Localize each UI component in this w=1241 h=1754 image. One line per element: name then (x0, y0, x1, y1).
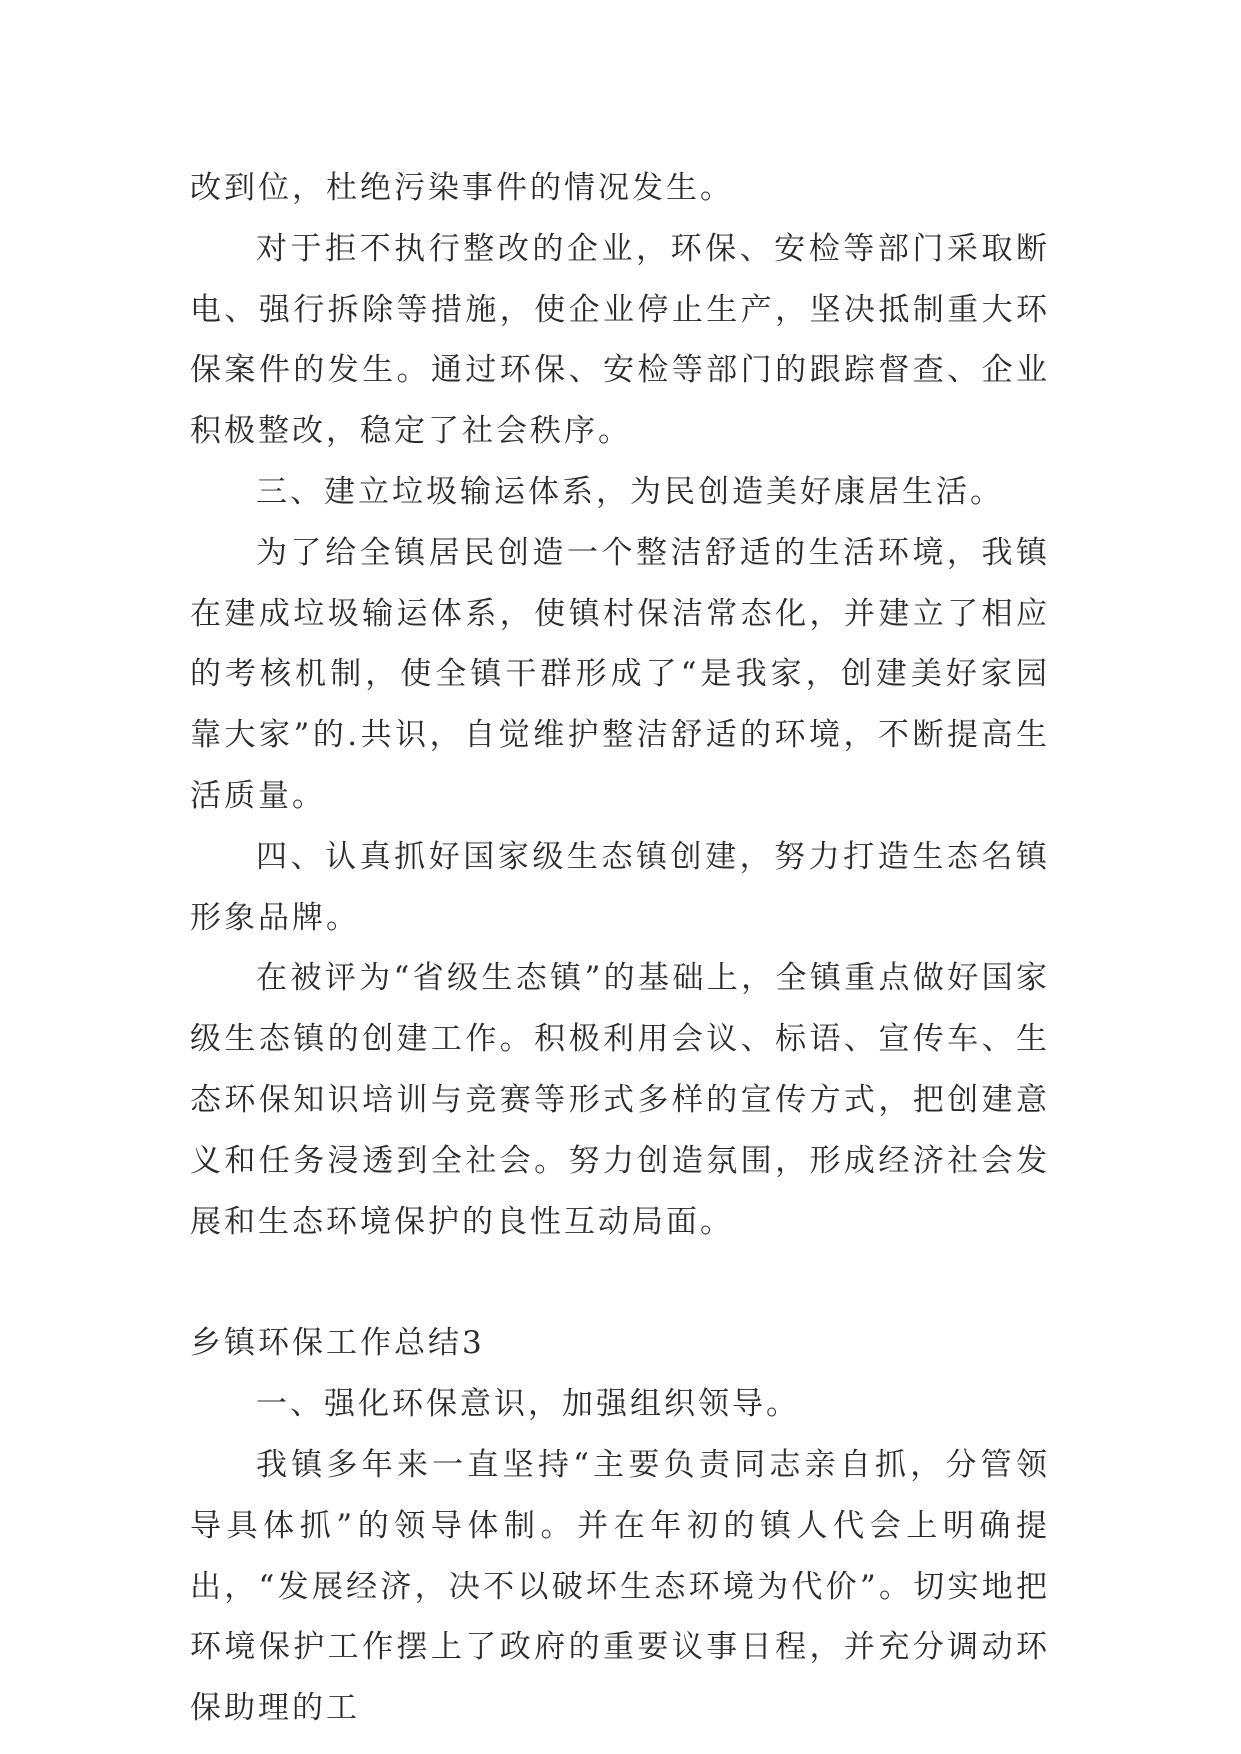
section-heading: 一、强化环保意识，加强组织领导。 (256, 1386, 800, 1423)
document-body (190, 158, 1050, 1739)
paragraph: 为了给全镇居民创造一个整洁舒适的生活环境，我镇在建成垃圾输运体系，使镇村保洁常态化，并建立了相应的考核机制，使全镇干群形成了“是我家，创建美好家园靠大家”的.共识，自觉维护整洁舒适的环境，不断提高生活质量。 (190, 534, 1050, 814)
section-heading: 四、认真抓好国家级生态镇创建，努力打造生态名镇形象品牌。 (190, 838, 1050, 936)
section-heading: 三、建立垃圾输运体系，为民创造美好康居生活。 (256, 473, 1004, 510)
paragraph: 改到位，杜绝污染事件的情况发生。 (190, 170, 734, 206)
paragraph: 在被评为“省级生态镇”的基础上，全镇重点做好国家级生态镇的创建工作。积极利用会议、标语、宣传车、生态环保知识培训与竞赛等形式多样的宣传方式，把创建意义和任务浸透到全社会。努力创造氛围，形成经济社会发展和生态环境保护的良性互动局面。 (190, 960, 1050, 1240)
paragraph: 对于拒不执行整改的企业，环保、安检等部门采取断电、强行拆除等措施，使企业停止生产，坚决抵制重大环保案件的发生。通过环保、安检等部门的跟踪督查、企业积极整改，稳定了社会秩序。 (190, 230, 1050, 450)
document-title: 乡镇环保工作总结3 (190, 1325, 485, 1362)
paragraph: 我镇多年来一直坚持“主要负责同志亲自抓，分管领导具体抓”的领导体制。并在年初的镇人代会上明确提出，“发展经济，决不以破坏生态环境为代价”。切实地把环境保护工作摆上了政府的重要议事日程，并充分调动环保助理的工 (190, 1446, 1050, 1727)
